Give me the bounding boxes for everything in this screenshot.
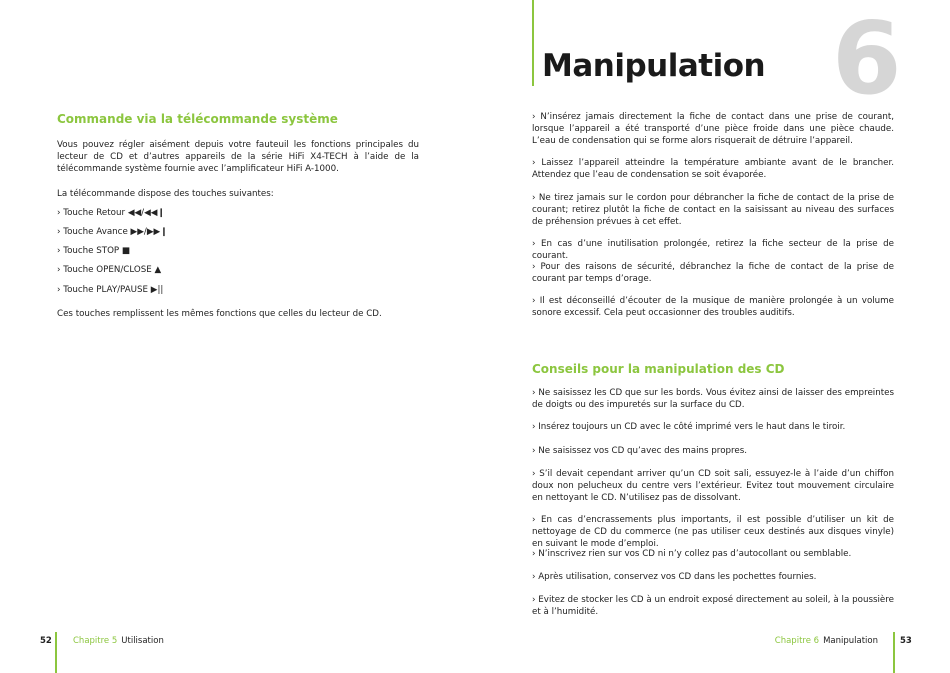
key-item-forward: › Touche Avance ▶▶/▶▶❙ — [57, 227, 168, 237]
key-item-open-close: › Touche OPEN/CLOSE ▲ — [57, 265, 162, 275]
footer-chapter-label-right: Chapitre 6 — [774, 636, 820, 646]
cd-paragraph-8: › Evitez de stocker les CD à un endroit exposé directement au soleil, à la poussière et à l’humidité. — [532, 595, 894, 617]
page-number-left: 52 — [40, 636, 52, 646]
footer-chapter-right — [775, 636, 878, 646]
safety-paragraph-6: › Il est déconseillé d’écouter de la musique de manière prolongée à un volume sonore excessif. Cela peut occasionner des troubles auditifs. — [532, 296, 894, 318]
cd-paragraph-1: › Ne saisissez les CD que sur les bords. Vous évitez ainsi de laisser des empreintes de doigts ou des impuretés sur la surface du CD. — [532, 388, 894, 410]
title-accent-bar — [532, 0, 534, 86]
intro-paragraph: Vous pouvez régler aisément depuis votre fauteuil les fonctions principales du lecteur de CD et d’autres appareils de la série HiFi X4-TECH à l’aide de la télécommande système fournie avec l’amplificateur HiFi A-1000. — [57, 140, 419, 174]
safety-paragraph-1: › N’insérez jamais directement la fiche de contact dans une prise de courant, lorsque l’appareil a été transporté d’une pièce froide dans une pièce chaude. L’eau de condensation qui se forme alors risquerait de détruire l’appareil. — [532, 112, 894, 146]
key-item-stop: › Touche STOP ■ — [57, 246, 131, 256]
footer-divider-right — [893, 632, 895, 673]
chapter-number: 6 — [832, 0, 902, 117]
page-title: Manipulation — [542, 48, 766, 84]
footer-chapter-name-right: Manipulation — [823, 636, 878, 646]
safety-paragraph-5: › Pour des raisons de sécurité, débranchez la fiche de contact de la prise de courant par temps d’orage. — [532, 262, 894, 284]
footer-chapter-label-left: Chapitre 5 — [73, 636, 118, 646]
key-item-play-pause: › Touche PLAY/PAUSE ▶|| — [57, 285, 164, 295]
keys-intro: La télécommande dispose des touches suivantes: — [57, 189, 274, 199]
cd-paragraph-4: › S’il devait cependant arriver qu’un CD soit sali, essuyez-le à l’aide d’un chiffon doux non pelucheux du centre vers l’extérieur. Evitez tout mouvement circulaire en nettoyant le CD. N’utilisez pas de dissolvant. — [532, 469, 894, 503]
cd-paragraph-6: › N’inscrivez rien sur vos CD ni n’y collez pas d’autocollant ou semblable. — [532, 549, 852, 559]
footer-divider-left — [55, 632, 57, 673]
section-title-remote: Commande via la télécommande système — [57, 112, 338, 126]
cd-paragraph-2: › Insérez toujours un CD avec le côté imprimé vers le haut dans le tiroir. — [532, 422, 846, 432]
cd-paragraph-5: › En cas d’encrassements plus importants, il est possible d’utiliser un kit de nettoyage de CD du commerce (ne pas utiliser ceux destinés aux disques vinyle) en suivant le mode d’emploi. — [532, 515, 894, 549]
footer-chapter-left — [73, 636, 164, 646]
page-number-right: 53 — [900, 636, 912, 646]
safety-paragraph-3: › Ne tirez jamais sur le cordon pour débrancher la fiche de contact de la prise de courant; retirez plutôt la fiche de contact en la saisissant au niveau des surfaces de préhension prévues à cet effet. — [532, 193, 894, 227]
section-title-cd: Conseils pour la manipulation des CD — [532, 362, 785, 376]
safety-paragraph-4: › En cas d’une inutilisation prolongée, retirez la fiche secteur de la prise de courant. — [532, 239, 894, 261]
safety-paragraph-2: › Laissez l’appareil atteindre la température ambiante avant de le brancher. Attendez que l’eau de condensation se soit évaporée. — [532, 158, 894, 180]
cd-paragraph-3: › Ne saisissez vos CD qu’avec des mains propres. — [532, 446, 748, 456]
footer-chapter-name-left: Utilisation — [121, 636, 164, 646]
cd-paragraph-7: › Après utilisation, conservez vos CD dans les pochettes fournies. — [532, 572, 817, 582]
outro-paragraph: Ces touches remplissent les mêmes fonctions que celles du lecteur de CD. — [57, 309, 382, 319]
key-item-rewind: › Touche Retour ◀◀/◀◀❙ — [57, 208, 165, 218]
